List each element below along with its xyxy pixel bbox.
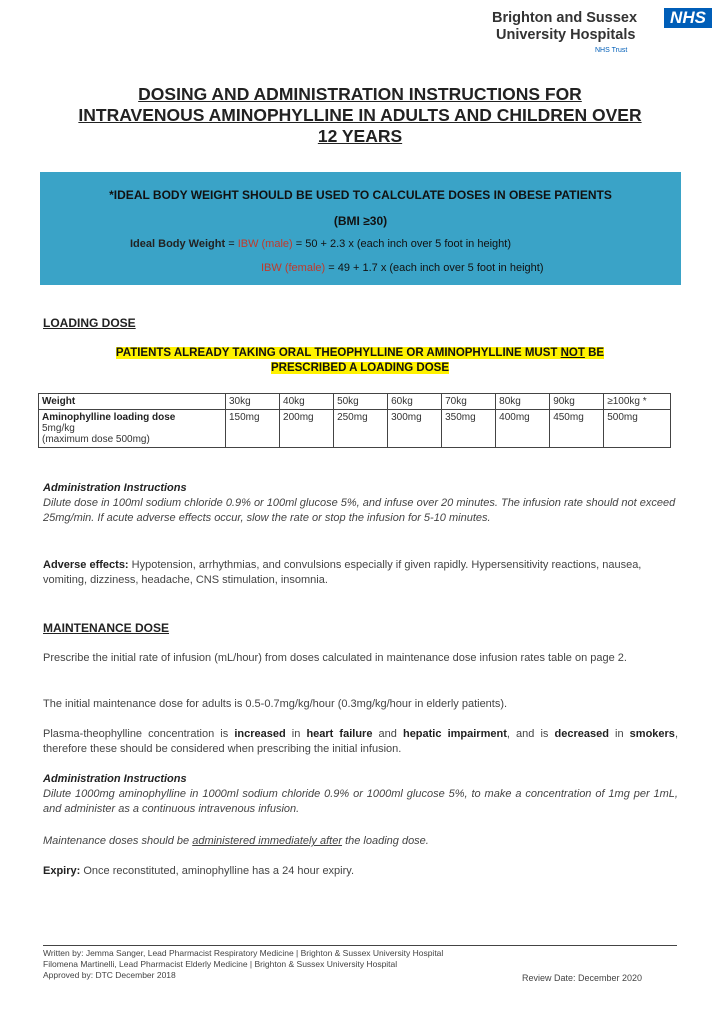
page-title (40, 84, 680, 147)
maintenance-timing: Maintenance doses should be administered immediately after the loading dose. (43, 835, 429, 847)
title-line1: DOSING AND ADMINISTRATION INSTRUCTIONS FOR (138, 84, 582, 104)
weight-cell: 70kg (442, 394, 496, 410)
weight-cell: 90kg (550, 394, 604, 410)
table-row-weight (39, 394, 671, 410)
maintenance-admin-section (43, 772, 678, 817)
expiry-label: Expiry: (43, 865, 81, 877)
title-line3: 12 YEARS (317, 126, 403, 146)
ibw-bmi: (BMI ≥30) (333, 214, 388, 228)
dose-cell: 500mg (604, 410, 671, 448)
nhs-badge: NHS (664, 8, 712, 28)
table-row-dose (39, 410, 671, 448)
logo-line1: Brighton and Sussex (492, 10, 638, 26)
ibw-info-box (40, 172, 681, 285)
ibw-male-label: IBW (male) (237, 238, 293, 250)
dose-cell: 200mg (280, 410, 334, 448)
ibw-heading: *IDEAL BODY WEIGHT SHOULD BE USED TO CALCULATE DOSES IN OBESE PATIENTS (109, 188, 612, 202)
maintenance-admin-heading: Administration Instructions (43, 773, 187, 785)
expiry: Expiry: Once reconstituted, aminophylline has a 24 hour expiry. (43, 865, 355, 877)
ibw-label: Ideal Body Weight (130, 238, 226, 250)
ibw-male-formula: Ideal Body Weight = IBW (male) = 50 + 2.3 x (each inch over 5 foot in height) (130, 238, 511, 250)
maintenance-admin-text: Dilute 1000mg aminophylline in 1000ml sodium chloride 0.9% or 1000ml glucose 5%, to make a concentration of 1mg per 1mL, and administer as a continuous intravenous infusion. (43, 788, 678, 815)
adverse-label: Adverse effects: (43, 559, 129, 571)
logo-line2: University Hospitals (496, 27, 636, 43)
logo-trust: NHS Trust (595, 47, 628, 54)
weight-cell: 50kg (334, 394, 388, 410)
footer-second-author: Filomena Martinelli, Lead Pharmacist Elderly Medicine | Brighton & Sussex University Hospital (43, 959, 398, 969)
review-date: Review Date: December 2020 (522, 973, 643, 983)
weight-cell: 60kg (388, 394, 442, 410)
maintenance-dose-heading: MAINTENANCE DOSE (43, 621, 170, 635)
loading-admin-heading: Administration Instructions (43, 482, 187, 494)
loading-admin-section (43, 481, 678, 526)
weight-cell: 40kg (280, 394, 334, 410)
footer-written-by: Written by: Jemma Sanger, Lead Pharmacist Respiratory Medicine | Brighton & Sussex University Hospital (43, 948, 444, 958)
loading-admin-text: Dilute dose in 100ml sodium chloride 0.9% or 100ml glucose 5%, and infuse over 20 minutes. The infusion rate should not exceed 25mg/min. If acute adverse effects occur, slow the rate or stop the infusion for 5-10 minutes. (43, 497, 676, 524)
dose-cell: 150mg (226, 410, 280, 448)
trust-logo (492, 8, 712, 60)
dose-header: Aminophylline loading dose 5mg/kg (maximum dose 500mg) (39, 410, 226, 448)
ibw-female-formula: IBW (female) = 49 + 1.7 x (each inch over 5 foot in height) (261, 262, 544, 274)
dose-cell: 350mg (442, 410, 496, 448)
dose-cell: 300mg (388, 410, 442, 448)
footer-approved-by: Approved by: DTC December 2018 (43, 970, 176, 980)
maintenance-p2: The initial maintenance dose for adults is 0.5-0.7mg/kg/hour (0.3mg/kg/hour in elderly patients). (43, 698, 508, 710)
weight-cell: ≥100kg * (604, 394, 671, 410)
weight-cell: 80kg (496, 394, 550, 410)
loading-dose-table (38, 393, 671, 448)
weight-cell: 30kg (226, 394, 280, 410)
dose-cell: 250mg (334, 410, 388, 448)
weight-header: Weight (39, 394, 226, 410)
loading-warning: PATIENTS ALREADY TAKING ORAL THEOPHYLLINE OR AMINOPHYLLINE MUST NOT BE PRESCRIBED A LOADING DOSE (115, 347, 605, 374)
ibw-female-label: IBW (female) (261, 262, 326, 274)
title-line2: INTRAVENOUS AMINOPHYLLINE IN ADULTS AND CHILDREN OVER (78, 105, 642, 125)
maintenance-p1: Prescribe the initial rate of infusion (mL/hour) from doses calculated in maintenance dose infusion rates table on page 2. (43, 652, 627, 664)
loading-dose-heading: LOADING DOSE (43, 316, 136, 330)
dose-cell: 400mg (496, 410, 550, 448)
dose-cell: 450mg (550, 410, 604, 448)
adverse-effects: Adverse effects: Hypotension, arrhythmias, and convulsions especially if given rapidly. Hypersensitivity reactions, nausea, vomiting, dizziness, headache, CNS stimulation, insomnia. (43, 559, 642, 586)
maintenance-p3: Plasma-theophylline concentration is increased in heart failure and hepatic impairment, and is decreased in smokers, therefore these should be considered when prescribing the initial infusion. (43, 728, 678, 755)
